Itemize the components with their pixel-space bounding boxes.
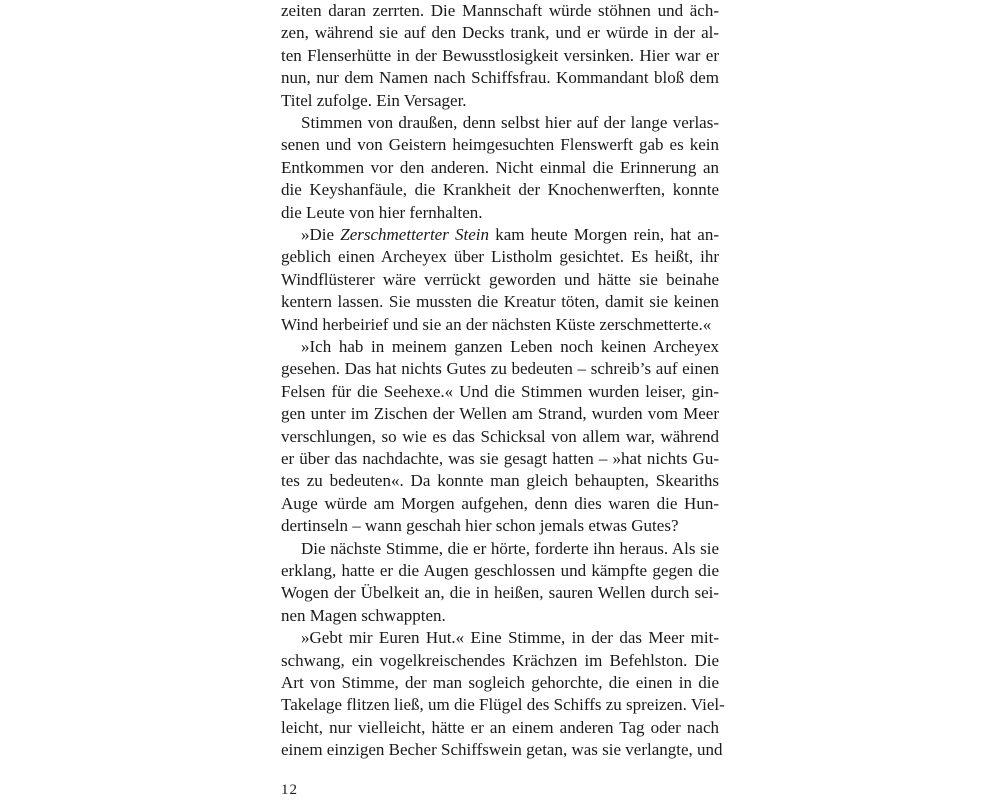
- text-line: schwang, ein vogelkreischendes Krächzen im Befehlston. Die: [281, 650, 719, 670]
- text-line: Die nächste Stimme, die er hörte, forderte ihn heraus. Als sie: [301, 538, 719, 558]
- text-line: [281, 224, 719, 246]
- text-line: tes zu bedeuten«. Da konnte man gleich behaupten, Skeariths: [281, 471, 719, 491]
- text-line: gesehen. Das hat nichts Gutes zu bedeuten – schreib’s auf einen: [281, 359, 719, 379]
- text-line: »Gebt mir Euren Hut.« Eine Stimme, in der das Meer mit-: [301, 628, 719, 648]
- text-line: »Ich hab in meinem ganzen Leben noch keinen Archeyex: [301, 337, 719, 356]
- text-line: nun, nur dem Namen nach Schiffsfrau. Kommandant bloß dem: [281, 68, 719, 88]
- text-line: ten Flenserhütte in der Bewusstlosigkeit versinken. Hier war er: [281, 45, 719, 65]
- text-line: Entkommen vor den anderen. Nicht einmal die Erinnerung an: [281, 157, 719, 177]
- text-line: Wogen der Übelkeit an, die in heißen, sauren Wellen durch sei-: [281, 583, 719, 603]
- text-line: leicht, nur vielleicht, hätte er an einem anderen Tag oder nach: [281, 717, 719, 737]
- text-line: Felsen für die Seehexe.« Und die Stimmen wurden leiser, gin-: [281, 381, 719, 401]
- page-number: 12: [281, 782, 298, 798]
- text-line: Wind herbeirief und sie an der nächsten Küste zerschmetterte.«: [281, 314, 712, 334]
- text-line: zeiten daran zerrten. Die Mannschaft würde stöhnen und äch-: [281, 1, 719, 20]
- text-line: die Keyshanfäule, die Krankheit der Knochenwerften, konnte: [281, 180, 719, 200]
- text-line: Stimmen von draußen, denn selbst hier auf der lange verlas-: [301, 113, 719, 132]
- text-line: er über das nachdachte, was sie gesagt hatten – »hat nichts Gu-: [281, 449, 719, 468]
- text-line: Art von Stimme, der man sogleich gehorchte, die einen in die: [281, 673, 719, 692]
- text-line: Auge würde am Morgen aufgehen, denn dies waren die Hun-: [281, 493, 719, 513]
- text-fragment: kam heute Morgen rein, hat an-: [489, 225, 719, 244]
- text-fragment: »Die: [301, 225, 341, 244]
- text-line: nen Magen schwappten.: [281, 605, 446, 625]
- text-line: Titel zufolge. Ein Versager.: [281, 90, 467, 110]
- text-line: einem einzigen Becher Schiffswein getan, was sie verlangte, und: [281, 740, 723, 760]
- text-line: kentern lassen. Sie mussten die Kreatur töten, damit sie keinen: [281, 292, 719, 312]
- text-line: erklang, hatte er die Augen geschlossen und kämpfte gegen die: [281, 561, 719, 580]
- ship-name: Zerschmetterter Stein: [340, 225, 490, 244]
- text-line: zen, während sie auf den Decks trank, und er würde in der al-: [281, 23, 719, 43]
- text-line: verschlungen, so wie es das Schicksal von allem war, während: [281, 426, 719, 446]
- text-line: senen und von Geistern heimgesuchten Flenswerft gab es kein: [281, 135, 719, 155]
- text-line: gen unter im Zischen der Wellen am Strand, wurden vom Meer: [281, 404, 719, 424]
- text-line: Takelage flitzen ließ, um die Flügel des Schiffs zu spreizen. Viel-: [281, 695, 725, 715]
- text-line: Windflüsterer wäre verrückt geworden und hätte sie beinahe: [281, 269, 719, 289]
- text-line: die Leute von hier fernhalten.: [281, 202, 483, 222]
- text-line: dertinseln – wann geschah hier schon jemals etwas Gutes?: [281, 516, 679, 536]
- text-line: geblich einen Archeyex über Listholm gesichtet. Es heißt, ihr: [281, 247, 719, 267]
